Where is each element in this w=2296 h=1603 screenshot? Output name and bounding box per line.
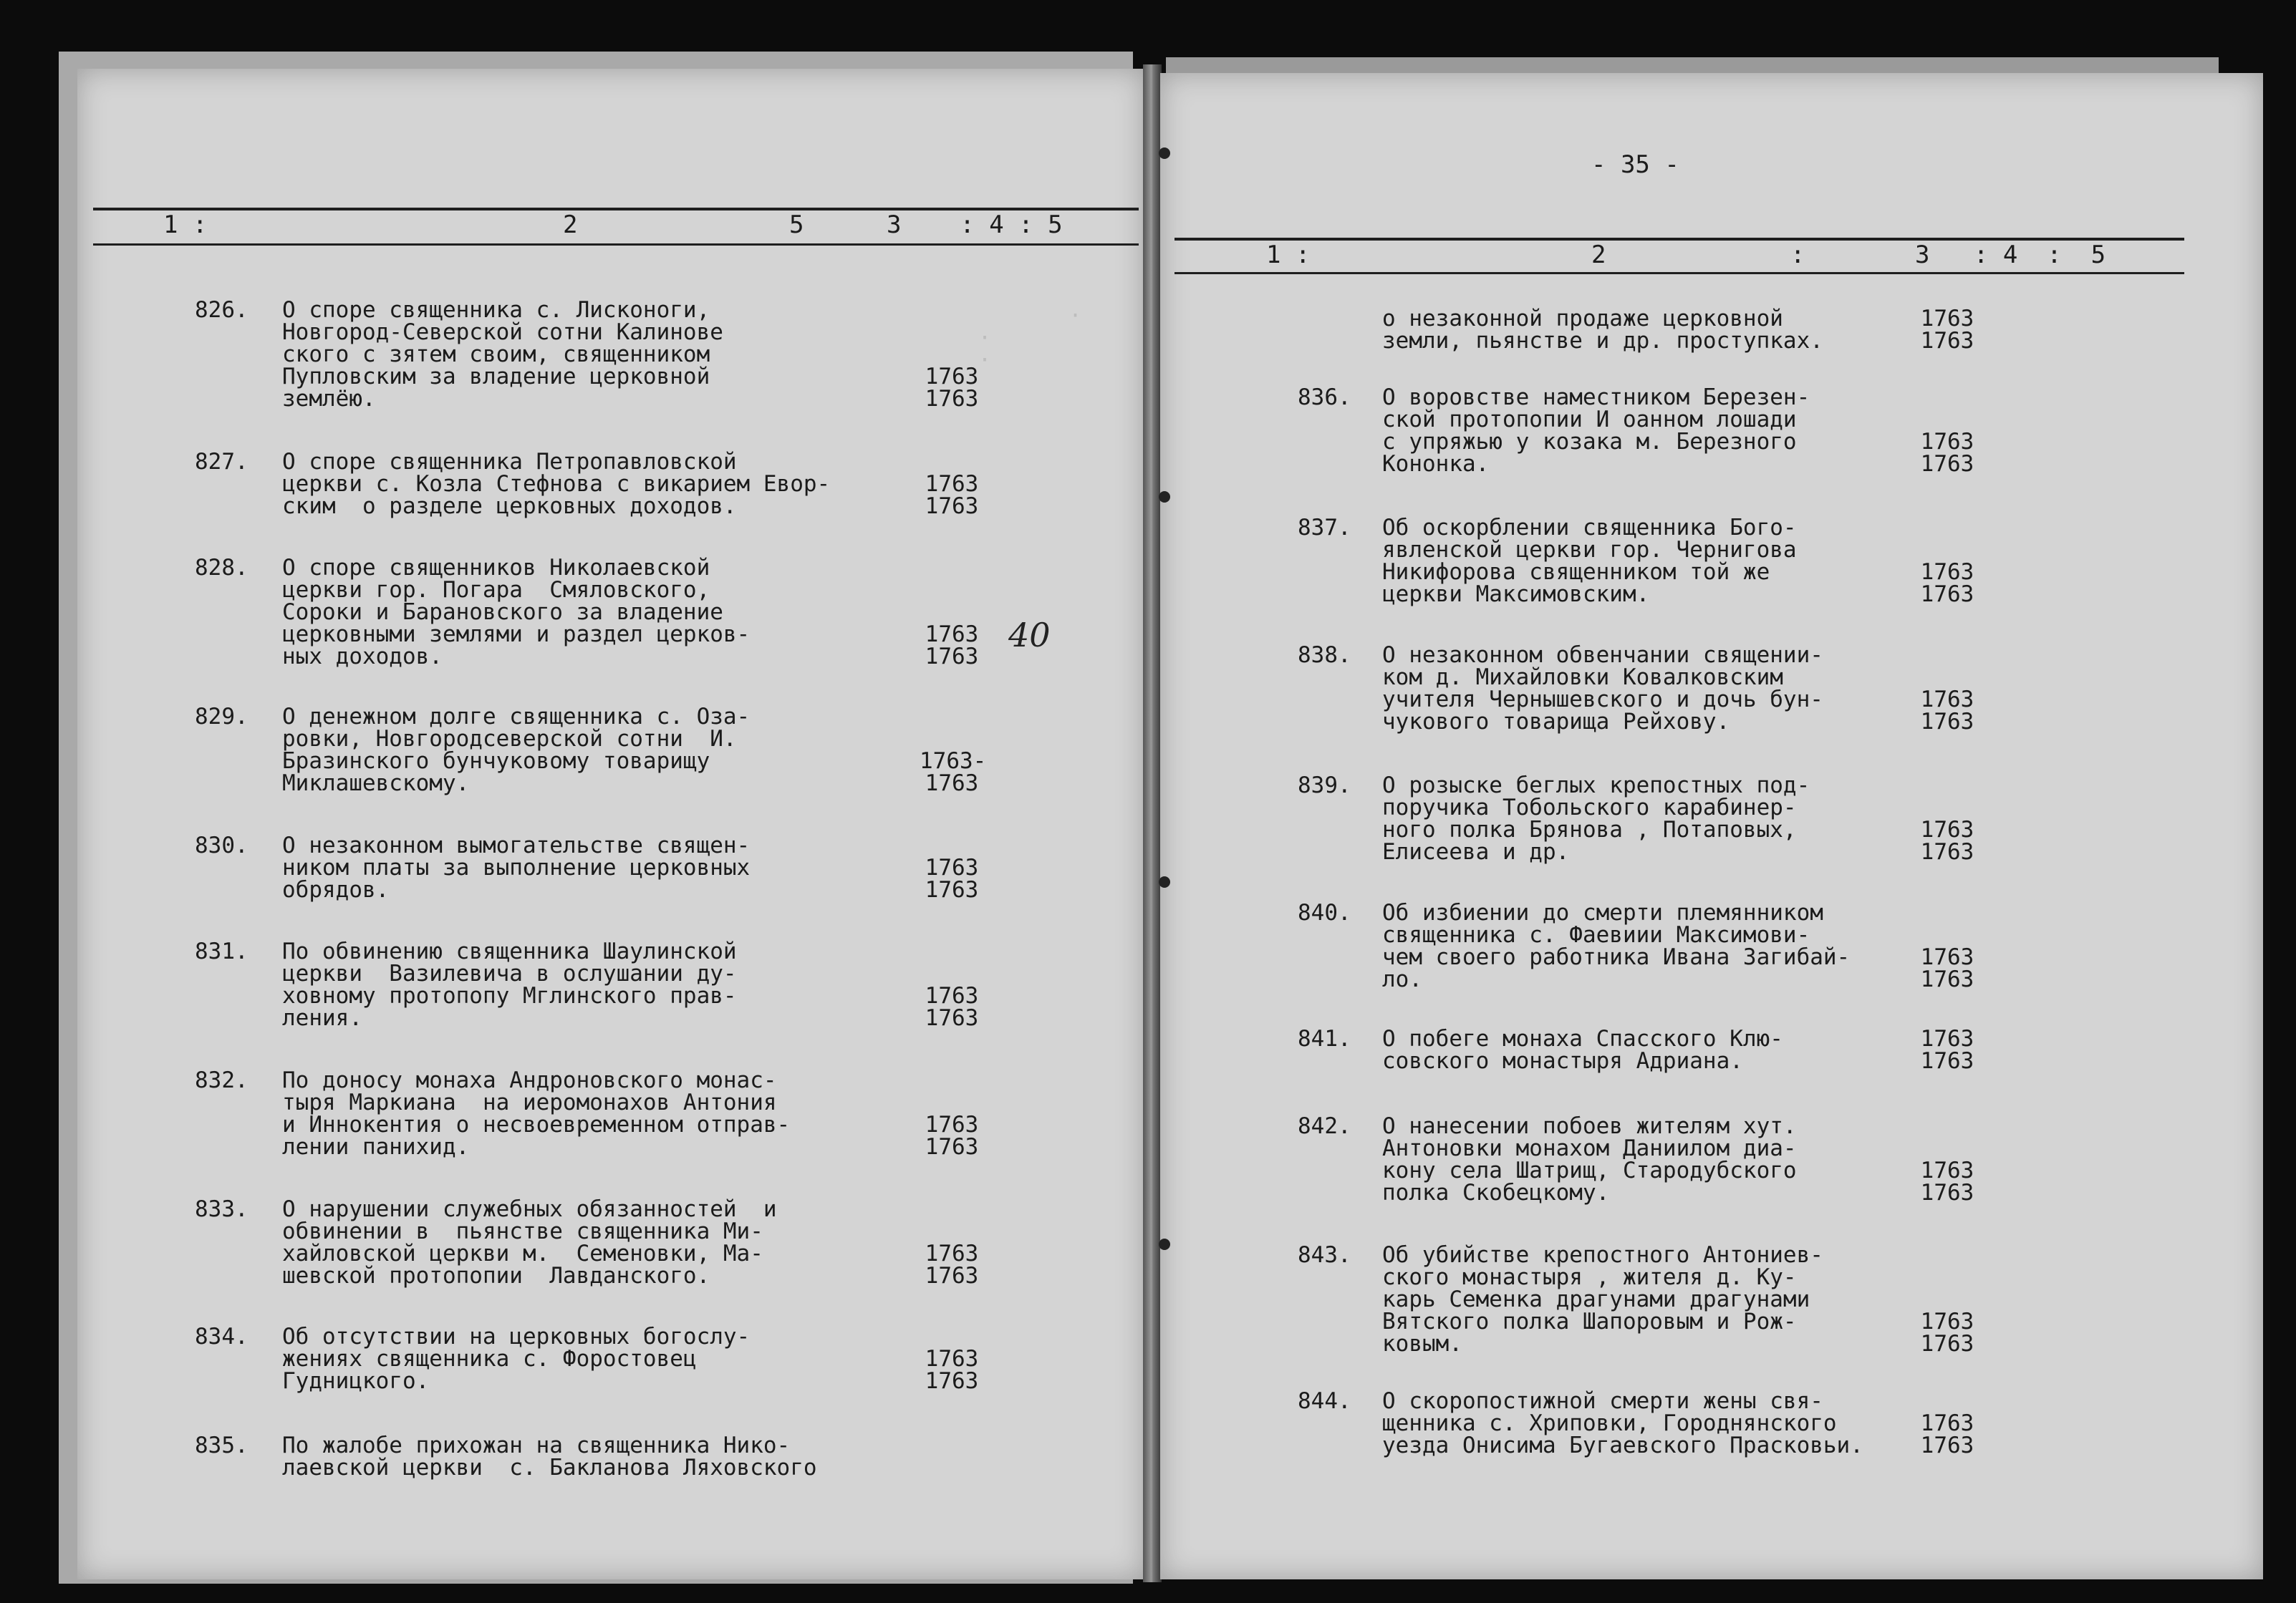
- entry-number: 838.: [1298, 642, 1351, 668]
- column-header-3-4-5: 3 : 4 : 5: [1915, 241, 2106, 269]
- entry-number: 844.: [1298, 1388, 1351, 1414]
- entry-number: 834.: [195, 1324, 249, 1350]
- entry-years: 1763 1763: [1920, 559, 1974, 607]
- entry-years: 1763 1763: [925, 364, 979, 412]
- table-header-rule-bottom: [1174, 272, 2184, 274]
- entry-years: 1763 1763: [1920, 817, 1974, 865]
- entry-text: О споре священника с. Лисконоги, Новгород-Северской сотни Калинове ского с зятем своим, священником Пупловским за владение церковной землёю.: [282, 297, 723, 412]
- entry-text: По жалобе прихожан на священника Нико- лаевской церкви с. Бакланова Ляховского: [282, 1433, 817, 1481]
- binding-spine: [1143, 64, 1162, 1582]
- entry-text: О незаконном обвенчании священии- ком д. Михайловки Ковалковским учителя Чернышевского и дочь бун- чукового товарища Рейхову.: [1382, 642, 1823, 735]
- entry-number: 835.: [195, 1433, 249, 1458]
- entry-years: 1763 1763: [925, 1346, 979, 1394]
- bleed-through-text: · · ·: [978, 304, 1082, 373]
- entry-number: 836.: [1298, 384, 1351, 410]
- column-header-separator: :: [1790, 241, 1805, 269]
- page-number: - 35 -: [1591, 150, 1679, 179]
- entry-years: 1763 1763: [925, 1241, 979, 1289]
- entry-number: 829.: [195, 704, 249, 730]
- entry-text: Об отсутствии на церковных богослу- жениях священника с. Форостовец Гудницкого.: [282, 1324, 751, 1394]
- column-header-4-5: 3 : 4 : 5: [887, 210, 1063, 239]
- binding-ring: [1159, 1239, 1170, 1250]
- column-header-2: 2: [1591, 241, 1606, 269]
- entry-text: О споре священников Николаевской церкви гор. Погара Смяловского, Сороки и Барановского за владение церковными землями и раздел церков- ных доходов.: [282, 555, 751, 669]
- entry-years: 1763 1763: [1920, 1410, 1974, 1458]
- entry-text: По доносу монаха Андроновского монас- тыря Маркиана на иеромонахов Антония и Иннокентия о несвоевременном отправ- лении панихид.: [282, 1067, 791, 1160]
- column-header-1: 1 :: [163, 210, 208, 239]
- entry-years: 1763 1763: [1920, 429, 1974, 477]
- entry-number: 828.: [195, 555, 249, 581]
- entry-years: 1763 1763: [1920, 306, 1974, 354]
- entry-number: 826.: [195, 297, 249, 323]
- entry-number: 830.: [195, 833, 249, 858]
- entry-text: Об оскорблении священника Бого- явленской церкви гор. Чернигова Никифорова священником той же церкви Максимовским.: [1382, 515, 1797, 607]
- entry-number: 841.: [1298, 1026, 1351, 1052]
- entry-number: 840.: [1298, 900, 1351, 926]
- entry-years: 1763 1763: [925, 621, 979, 669]
- entry-years: 1763 1763: [1920, 687, 1974, 735]
- entry-text: О споре священника Петропавловской церкви с. Козла Стефнова с викарием Евор- ским о разделе церковных доходов.: [282, 449, 831, 519]
- entry-years: 1763 1763: [925, 855, 979, 903]
- entry-text: О нарушении служебных обязанностей и обвинении в пьянстве священника Ми- хайловской церкви м. Семеновки, Ма- шевской протопопии Лавданского.: [282, 1196, 777, 1289]
- entry-text: О денежном долге священника с. Озa- ровки, Новгородсеверской сотни И. Бразинского бунчуковому товарищу Миклашевскому.: [282, 704, 751, 796]
- entry-number: 837.: [1298, 515, 1351, 541]
- entry-years: 1763 1763: [1920, 944, 1974, 992]
- entry-text: О розыске беглых крепостных под- поручика Тобольского карабинер- ного полка Брянова , Потаповых, Елисеева и др.: [1382, 773, 1810, 865]
- column-header-2: 2: [563, 210, 578, 239]
- column-header-1: 1 :: [1266, 241, 1311, 269]
- entry-number: 827.: [195, 449, 249, 475]
- entry-years: 1763 1763: [925, 471, 979, 519]
- entry-text: Об избиении до смерти племянником священника с. Фаевиии Максимови- чем своего работника Ивана Загибай- ло.: [1382, 900, 1851, 992]
- binding-ring: [1159, 876, 1170, 888]
- entry-years: 1763- 1763: [920, 748, 987, 796]
- binding-ring: [1159, 147, 1170, 159]
- binding-ring: [1159, 491, 1170, 503]
- entry-text: По обвинению священника Шаулинской церкви Вазилевича в ослушании ду- ховному протопопу Мглинского прав- ления.: [282, 939, 737, 1031]
- table-header-rule-bottom: [93, 243, 1139, 246]
- entry-number: 842.: [1298, 1113, 1351, 1139]
- entry-text: Об убийстве крепостного Антониев- ского монастыря , жителя д. Ку- карь Семенка драгунами драгунами Вятского полка Шапоровым и Рож- ковым.: [1382, 1242, 1823, 1357]
- entry-text: О нанесении побоев жителям хут. Антоновки монахом Даниилом диа- кону села Шатрищ, Стародубского полка Скобецкому.: [1382, 1113, 1797, 1206]
- entry-text: О побеге монаха Спасского Клю- совского монастыря Адриана.: [1382, 1026, 1783, 1074]
- handwritten-margin-note: 40: [1008, 616, 1051, 654]
- entry-number: 831.: [195, 939, 249, 964]
- entry-years: 1763 1763: [1920, 1158, 1974, 1206]
- column-header-3: 5: [789, 210, 804, 239]
- entry-number: 843.: [1298, 1242, 1351, 1268]
- entry-years: 1763 1763: [1920, 1026, 1974, 1074]
- entry-number: 839.: [1298, 773, 1351, 798]
- entry-years: 1763 1763: [925, 983, 979, 1031]
- entry-text: о незаконной продаже церковной земли, пьянстве и др. проступках.: [1382, 306, 1823, 354]
- entry-number: 833.: [195, 1196, 249, 1222]
- entry-number: 832.: [195, 1067, 249, 1093]
- entry-text: О незаконном вымогательстве священ- ником платы за выполнение церковных обрядов.: [282, 833, 751, 903]
- entry-text: О скоропостижной смерти жены свя- щенника с. Хриповки, Городнянского уезда Онисима Бугаевского Прасковьи.: [1382, 1388, 1863, 1458]
- entry-text: О воровстве наместником Березен- ской протопопии И оанном лошади с упряжью у козака м. Березного Кононка.: [1382, 384, 1810, 477]
- entry-years: 1763 1763: [1920, 1309, 1974, 1357]
- entry-years: 1763 1763: [925, 1112, 979, 1160]
